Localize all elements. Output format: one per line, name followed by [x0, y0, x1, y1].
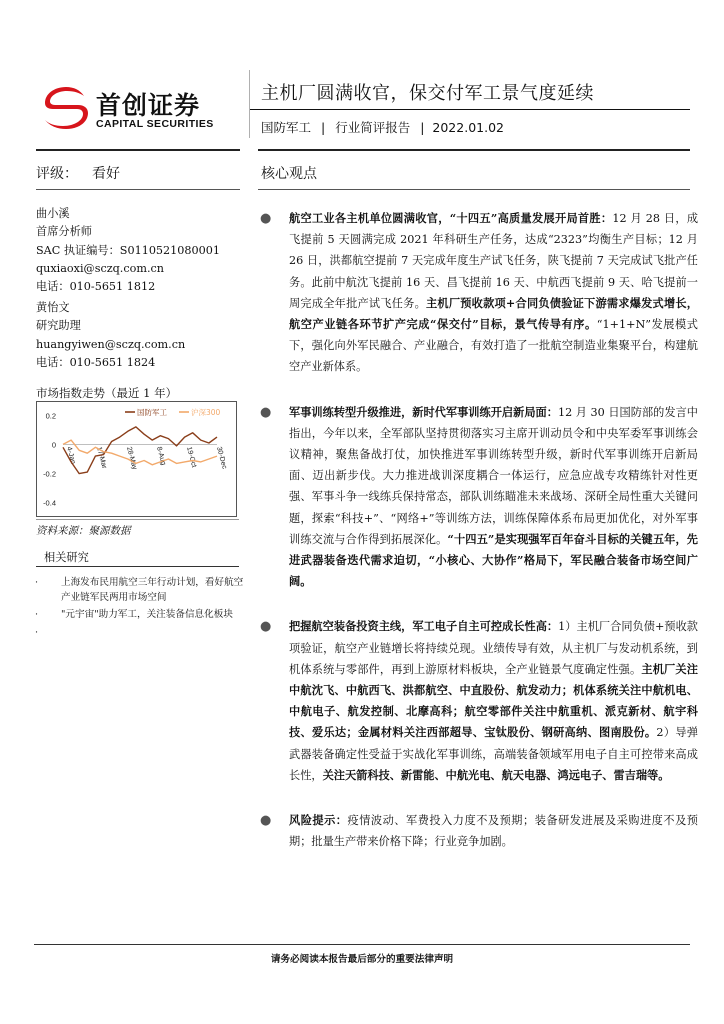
x-tick-label: 17-Mar: [95, 446, 108, 470]
text-run: 2）导弹武器装备确定性受益于实战化军事训练，高端装备领域军用电子自主可控带来高成长性，: [289, 726, 698, 782]
bullet-dot-icon: ●: [260, 619, 272, 635]
core-view-paragraph: [258, 402, 698, 593]
related-research-list: [34, 575, 244, 638]
bold-run: 主机厂关注中航沈飞、中航西飞、洪都航空、中直股份、航发动力；机体系统关注中航机电、中航电子、航发控制、北摩高科；航空零部件关注中航重机、派克新材、航宇科技、爱乐达；金属材料关注西部超导、宝钛股份、钢研高纳、图南股份。: [289, 661, 698, 740]
related-research-rule: [36, 566, 239, 567]
section-rule-left: [36, 149, 240, 151]
related-research-title: 相关研究: [44, 551, 89, 564]
y-tick-label: -0.2: [43, 469, 56, 479]
analyst-role: 研究助理: [36, 319, 81, 333]
x-tick-label: 19-Oct: [185, 446, 198, 469]
y-tick-label: -0.4: [43, 498, 56, 508]
bullet-dot-icon: ·: [35, 609, 39, 621]
bullet-dot-icon: ·: [35, 626, 39, 638]
meta-separator: |: [321, 120, 326, 135]
report-date: 2022.01.02: [432, 120, 504, 135]
market-index-chart: [36, 401, 237, 517]
analyst-sac: SAC 执证编号：S0110521080001: [36, 243, 220, 257]
header-divider: [249, 70, 250, 138]
section-rule-left-lower: [36, 189, 240, 190]
legal-disclaimer: 请务必阅读本报告最后部分的重要法律声明: [270, 954, 454, 965]
bold-run: “十四五”是实现强军百年奋斗目标的关键五年，先进武器装备迭代需求迫切，“小核心、大协作”格局下，军民融合装备市场空间广阔。: [289, 531, 698, 589]
analyst-email[interactable]: huangyiwen@sczq.com.cn: [36, 337, 186, 351]
legend-label: 国防军工: [137, 408, 167, 417]
y-tick-label: 0: [51, 440, 56, 450]
analyst-name: 黄怡文: [36, 301, 70, 314]
text-run: 12 月 30 日国防部的发言中指出，今年以来，全军部队坚持贯彻落实习主席开训动员令和中央军委军事训练会议精神，聚焦备战打仗，加快推进军事训练转型升级，新时代军事训练开启新局面、迈出新步伐。大力推进战训深度耦合一体运行，应急应战专攻精练针对性更强、军事斗争一线练兵保持常态，部队训练瞄准未来战场、深研全局性重大关键问题，探索“科技+”、“网络+”等训练方法，训练保障体系布局更加优化，对外军事训练交流与合作得到拓展深化。: [289, 405, 698, 546]
section-rule-right: [258, 149, 690, 151]
report-type-label: 行业简评报告: [335, 120, 411, 135]
text-run: 12 月 28 日，成飞提前 5 天圆满完成 2021 年科研生产任务，达成“2323”均衡生产目标；12 月 26 日，洪都航空提前 7 天完成年度生产试飞任务，陕飞提前 7 天完成试飞批产任务。此前中航沈飞提前 16 天、昌飞提前 16 天、中航西飞提前 9 天、哈飞提前一周完成全年批产试飞任务。: [289, 212, 699, 310]
text-run: 疫情波动、军费投入力度不及预期；装备研发进展及采购进度不及预期；批量生产带来价格下降；行业竞争加剧。: [289, 814, 698, 849]
legend-label: 沪深300: [191, 408, 221, 417]
core-views-title: 核心观点: [261, 166, 317, 182]
analyst-card: [36, 299, 185, 372]
paragraph-text: [289, 814, 698, 848]
core-view-paragraph: [258, 616, 698, 786]
chart-title: 市场指数走势（最近 1 年）: [36, 386, 178, 400]
related-research-item[interactable]: [34, 575, 244, 605]
analyst-card: [36, 205, 220, 296]
analyst-phone: 电话：010-5651 1824: [36, 355, 156, 369]
brand-name-cn: 首创证券: [96, 91, 201, 120]
bullet-dot-icon: ·: [35, 577, 39, 588]
meta-separator: |: [420, 120, 425, 135]
rating-value: 看好: [92, 166, 120, 182]
analyst-name: 曲小溪: [36, 207, 70, 220]
bullet-dot-icon: ●: [260, 813, 272, 829]
chart-source: 资料来源：聚源数据: [36, 525, 131, 537]
paragraph-text: [289, 620, 698, 781]
core-view-paragraph: [258, 208, 698, 378]
text-run: 1）主机厂合同负债+预收款项验证，航空产业链增长将持续兑现。业绩传导有效，从主机厂与发动机系统，到机体系统与零部件，再到上游原材料板块，全产业链景气度确定性强。: [289, 620, 698, 676]
chart-canvas: [37, 402, 236, 516]
x-tick-label: 30-Dec: [215, 446, 228, 470]
related-research-item[interactable]: [34, 607, 244, 622]
bold-run: 关注天箭科技、新雷能、中航光电、航天电器、鸿远电子、雷吉瑞等。: [322, 767, 670, 782]
analyst-role: 首席分析师: [36, 225, 92, 239]
bold-run: 把握航空装备投资主线，军工电子自主可控成长性高：: [289, 619, 559, 634]
bold-run: 军事训练转型升级推进，新时代军事训练开启新局面：: [289, 404, 558, 419]
x-tick-label: 4-Jan: [65, 446, 77, 465]
paragraph-text: [289, 406, 698, 589]
core-views-list: [258, 208, 698, 852]
report-title: 主机厂圆满收官，保交付军工景气度延续: [261, 83, 594, 104]
footer-rule: [34, 944, 690, 945]
brand-name-en: CAPITAL SECURITIES: [96, 118, 214, 130]
bullet-dot-icon: ●: [260, 211, 272, 226]
title-rule: [250, 109, 690, 110]
capital-securities-logo-icon: [41, 84, 91, 130]
brand-logo: [41, 84, 241, 134]
analyst-email[interactable]: quxiaoxi@sczq.com.cn: [36, 261, 164, 275]
industry-label: 国防军工: [261, 120, 312, 135]
x-tick-label: 28-May: [125, 446, 138, 471]
related-research-link[interactable]: 上海发布民用航空三年行动计划，看好航空产业链军民两用市场空间: [61, 577, 244, 604]
related-research-link[interactable]: "元宇宙"助力军工，关注装备信息化板块: [61, 609, 233, 621]
rating-label: 评级：: [36, 166, 78, 182]
bullet-dot-icon: ●: [260, 404, 272, 420]
x-tick-label: 8-Aug: [155, 446, 167, 466]
analyst-phone: 电话：010-5651 1812: [36, 280, 156, 294]
text-run: “1+1+N”发展模式下，强化向外军民融合、产业融合，有效打造了一批航空制造业集聚平台，构建航空产业新体系。: [289, 318, 698, 374]
report-meta: [261, 118, 504, 136]
chart-source-rule: [36, 519, 239, 520]
paragraph-text: [289, 212, 698, 373]
section-rule-right-lower: [258, 189, 690, 190]
y-tick-label: 0.2: [45, 411, 56, 421]
bold-run: 主机厂预收款项+合同负债验证下游需求爆发式增长，航空产业链各环节扩产完成“保交付”目标，景气传导有序。: [289, 295, 698, 332]
core-view-paragraph: [258, 810, 698, 852]
rating: [36, 163, 120, 183]
bold-run: 航空工业各主机单位圆满收官，“十四五”高质量发展开局首胜：: [289, 211, 613, 225]
bold-run: 风险提示：: [289, 813, 348, 828]
